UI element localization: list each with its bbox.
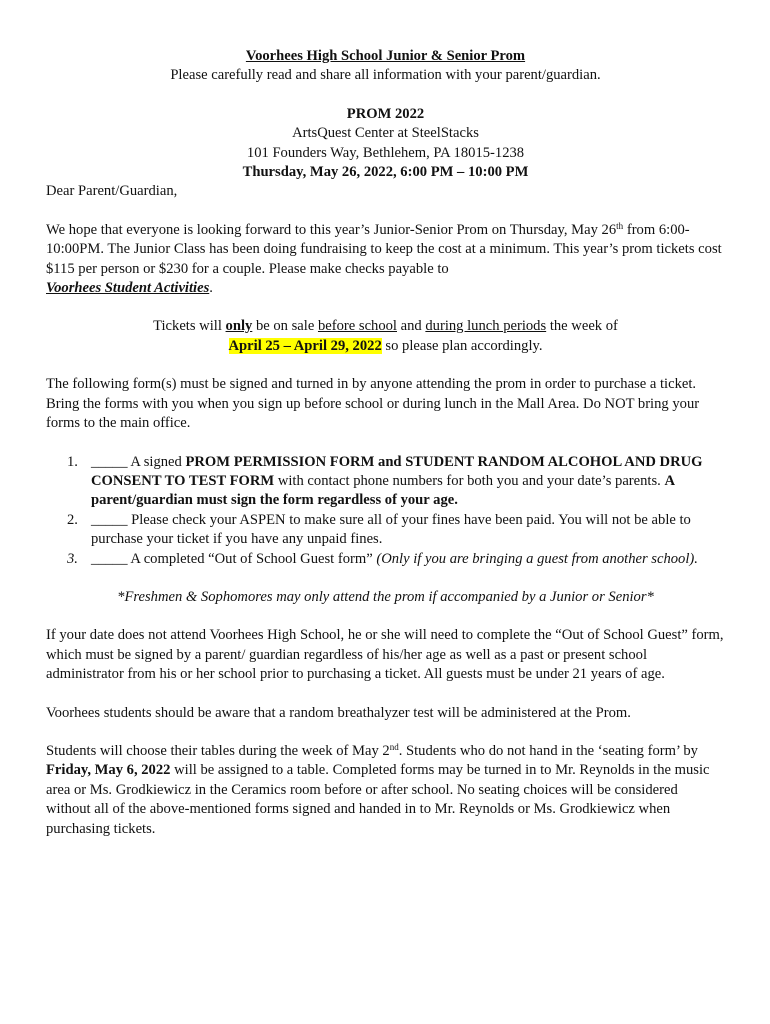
requirement-text: A signed — [127, 453, 186, 470]
requirement-guest-note: (Only if you are bringing a guest from another school). — [376, 550, 698, 567]
requirement-blank: _____ — [91, 453, 128, 470]
event-name: PROM 2022 — [346, 105, 425, 122]
spacer — [46, 356, 725, 375]
event-address: 101 Founders Way, Bethlehem, PA 18015-1238 — [246, 144, 525, 161]
intro-text-1: We hope that everyone is looking forward to this year’s Junior-Senior Prom on Thursday, May 26 — [46, 221, 617, 238]
ticket-only: only — [225, 318, 253, 335]
requirement-signature-note: A parent/guardian must sign the form regardless of your age. — [91, 472, 675, 509]
seating-deadline: Friday, May 6, 2022 — [46, 762, 171, 779]
spacer — [46, 434, 725, 453]
spacer — [46, 202, 725, 221]
spacer — [46, 723, 725, 742]
requirement-number: 3. — [67, 550, 78, 567]
event-venue: ArtsQuest Center at SteelStacks — [292, 125, 479, 142]
guest-paragraph: If your date does not attend Voorhees High School, he or she will need to complete the “Out of School Guest” form, which must be signed by a parent/ guardian regardless of his/her age as well as a past or present school administrator from his or her school prior to purchasing a ticket. All guests must be under 21 years of age. — [46, 627, 724, 683]
ticket-text-4: the week of — [546, 318, 618, 335]
seating-text-2: . Students who do not hand in the ‘seating form’ by — [398, 742, 698, 759]
forms-intro: The following form(s) must be signed and turned in by anyone attending the prom in order to purchase a ticket. Bring the forms with you when you sign up before school or during lunch in the Mall Area. Do NOT bring your forms to the main office. — [46, 376, 700, 432]
requirement-item — [46, 550, 725, 569]
underclassmen-note: *Freshmen & Sophomores may only attend the prom if accompanied by a Junior or Senior* — [117, 588, 654, 605]
ticket-sale-info — [46, 317, 725, 356]
requirement-item — [46, 511, 725, 550]
ticket-text-2: be on sale — [252, 318, 318, 335]
spacer — [46, 569, 725, 588]
requirement-text: Please check your ASPEN to make sure all of your fines have been paid. You will not be able to purchase your ticket if you have any unpaid fines. — [91, 511, 691, 548]
requirement-text: A completed “Out of School Guest form” — [127, 550, 377, 567]
document-title: Voorhees High School Junior & Senior Prom — [245, 48, 526, 64]
intro-paragraph — [46, 221, 725, 299]
spacer — [46, 298, 725, 317]
ticket-before-school: before school — [317, 318, 397, 335]
requirement-blank: _____ — [91, 550, 128, 567]
requirement-text: with contact phone numbers for both you and your date’s parents. — [274, 472, 665, 489]
spacer — [46, 86, 725, 105]
spacer — [46, 685, 725, 704]
intro-sup: th — [616, 220, 624, 231]
payee-name: Voorhees Student Activities — [46, 280, 210, 297]
requirement-number: 2. — [67, 511, 78, 528]
spacer — [46, 607, 725, 626]
requirement-blank: _____ — [91, 511, 128, 528]
document-subtitle: Please carefully read and share all information with your parent/guardian. — [170, 67, 601, 84]
seating-sup: nd — [389, 741, 399, 752]
requirement-form-names: PROM PERMISSION FORM and STUDENT RANDOM ALCOHOL AND DRUG CONSENT TO TEST FORM — [91, 453, 703, 489]
intro-end: . — [209, 280, 213, 297]
seating-paragraph — [46, 742, 725, 839]
ticket-text-1: Tickets will — [153, 318, 226, 335]
ticket-text-3: and — [397, 318, 426, 335]
seating-text-1: Students will choose their tables during the week of May 2 — [46, 742, 390, 759]
requirement-number: 1. — [67, 453, 78, 470]
requirement-item — [46, 453, 725, 511]
ticket-text-5: so please plan accordingly. — [381, 337, 543, 354]
event-datetime: Thursday, May 26, 2022, 6:00 PM – 10:00 PM — [242, 164, 529, 181]
intro-text-2: from 6:00-10:00PM. The Junior Class has been doing fundraising to keep the cost at a minimum. This year’s prom tickets cost $115 per person or $230 for a couple. Please make checks payable to — [46, 221, 722, 277]
ticket-lunch: during lunch periods — [425, 318, 547, 335]
requirements-list — [46, 453, 725, 569]
seating-text-3: will be assigned to a table. Completed forms may be turned in to Mr. Reynolds in the music area or Ms. Grodkiewicz in the Ceramics room before or after school. No seating choices will be considered without all of the above-mentioned forms signed and handed in to Mr. Reynolds or Ms. Grodkiewicz when purchasing tickets. — [46, 762, 710, 837]
breathalyzer-notice: Voorhees students should be aware that a random breathalyzer test will be administered at the Prom. — [46, 704, 631, 721]
salutation: Dear Parent/Guardian, — [46, 183, 178, 200]
ticket-dates-highlight: April 25 – April 29, 2022 — [228, 337, 382, 354]
